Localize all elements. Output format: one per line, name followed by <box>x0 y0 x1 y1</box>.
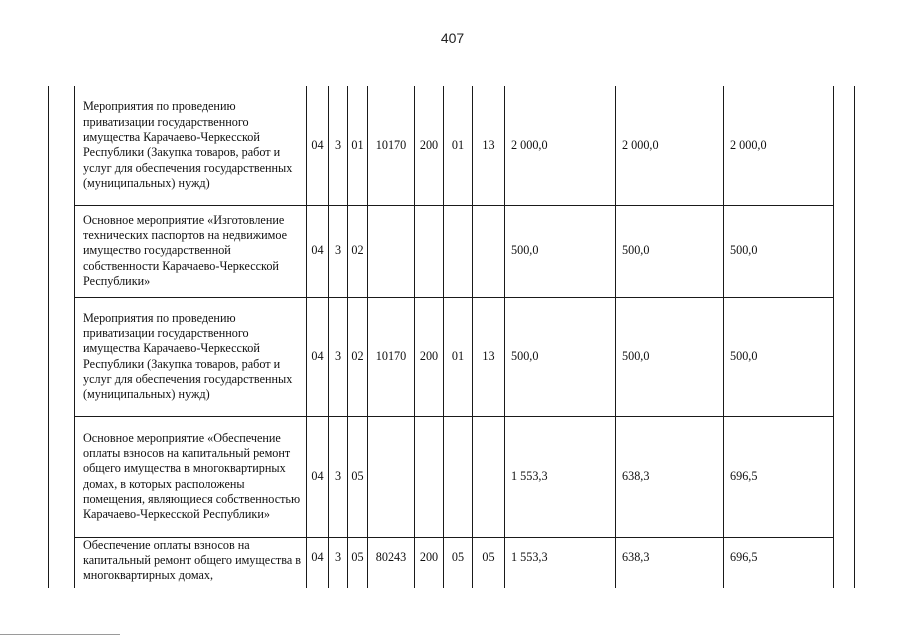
code-cell: 05 <box>473 537 505 588</box>
amount-cell: 500,0 <box>724 297 834 416</box>
code-cell: 04 <box>307 205 329 297</box>
amount-cell: 2 000,0 <box>505 86 616 205</box>
amount-cell: 696,5 <box>724 416 834 537</box>
code-cell <box>473 205 505 297</box>
code-cell <box>368 205 415 297</box>
code-cell <box>368 416 415 537</box>
code-cell: 80243 <box>368 537 415 588</box>
amount-cell: 1 553,3 <box>505 416 616 537</box>
code-cell: 05 <box>348 537 368 588</box>
code-cell: 02 <box>348 297 368 416</box>
right-margin-cell <box>834 416 855 537</box>
left-margin-cell <box>49 297 75 416</box>
right-margin-cell <box>834 297 855 416</box>
left-margin-cell <box>49 537 75 588</box>
code-cell: 13 <box>473 297 505 416</box>
table-row <box>49 416 855 537</box>
page-number: 407 <box>440 30 465 46</box>
right-margin-cell <box>834 205 855 297</box>
code-cell: 10170 <box>368 86 415 205</box>
amount-cell: 500,0 <box>505 205 616 297</box>
right-margin-cell <box>834 86 855 205</box>
code-cell: 01 <box>348 86 368 205</box>
footer-rule <box>0 634 120 635</box>
left-margin-cell <box>49 86 75 205</box>
amount-cell: 638,3 <box>616 416 724 537</box>
budget-table <box>48 86 855 588</box>
code-cell: 05 <box>348 416 368 537</box>
left-margin-cell <box>49 416 75 537</box>
code-cell: 3 <box>329 297 348 416</box>
code-cell: 3 <box>329 416 348 537</box>
row-name-cell: Основное мероприятие «Обеспечение оплаты взносов на капитальный ремонт общего имущества в многоквартирных домах, в которых расположены помещения, являющиеся собственностью Карачаево-Черкесской Республики» <box>75 416 307 537</box>
amount-cell: 2 000,0 <box>616 86 724 205</box>
row-name-cell: Мероприятия по проведению приватизации государственного имущества Карачаево-Черкесской Республики (Закупка товаров, работ и услуг для обеспечения государственных (муниципальных) нужд) <box>75 297 307 416</box>
code-cell: 04 <box>307 416 329 537</box>
code-cell: 200 <box>415 297 444 416</box>
code-cell <box>444 205 473 297</box>
code-cell: 3 <box>329 205 348 297</box>
row-name-cell: Обеспечение оплаты взносов на капитальный ремонт общего имущества в многоквартирных домах, <box>75 537 307 588</box>
code-cell: 04 <box>307 537 329 588</box>
amount-cell: 500,0 <box>616 205 724 297</box>
amount-cell: 2 000,0 <box>724 86 834 205</box>
amount-cell: 1 553,3 <box>505 537 616 588</box>
table-row <box>49 537 855 588</box>
amount-cell: 638,3 <box>616 537 724 588</box>
code-cell <box>473 416 505 537</box>
table-row <box>49 205 855 297</box>
code-cell: 01 <box>444 297 473 416</box>
code-cell <box>415 205 444 297</box>
right-margin-cell <box>834 537 855 588</box>
amount-cell: 500,0 <box>505 297 616 416</box>
code-cell: 3 <box>329 86 348 205</box>
code-cell: 02 <box>348 205 368 297</box>
code-cell: 04 <box>307 297 329 416</box>
code-cell: 04 <box>307 86 329 205</box>
amount-cell: 500,0 <box>724 205 834 297</box>
table-row <box>49 86 855 205</box>
code-cell: 200 <box>415 537 444 588</box>
row-name-cell: Основное мероприятие «Изготовление технических паспортов на недвижимое имущество государственной собственности Карачаево-Черкесской Республики» <box>75 205 307 297</box>
code-cell <box>415 416 444 537</box>
amount-cell: 696,5 <box>724 537 834 588</box>
amount-cell: 500,0 <box>616 297 724 416</box>
code-cell: 13 <box>473 86 505 205</box>
code-cell <box>444 416 473 537</box>
code-cell: 01 <box>444 86 473 205</box>
row-name-cell: Мероприятия по проведению приватизации государственного имущества Карачаево-Черкесской Республики (Закупка товаров, работ и услуг для обеспечения государственных (муниципальных) нужд) <box>75 86 307 205</box>
code-cell: 3 <box>329 537 348 588</box>
code-cell: 05 <box>444 537 473 588</box>
table-row <box>49 297 855 416</box>
left-margin-cell <box>49 205 75 297</box>
code-cell: 200 <box>415 86 444 205</box>
code-cell: 10170 <box>368 297 415 416</box>
